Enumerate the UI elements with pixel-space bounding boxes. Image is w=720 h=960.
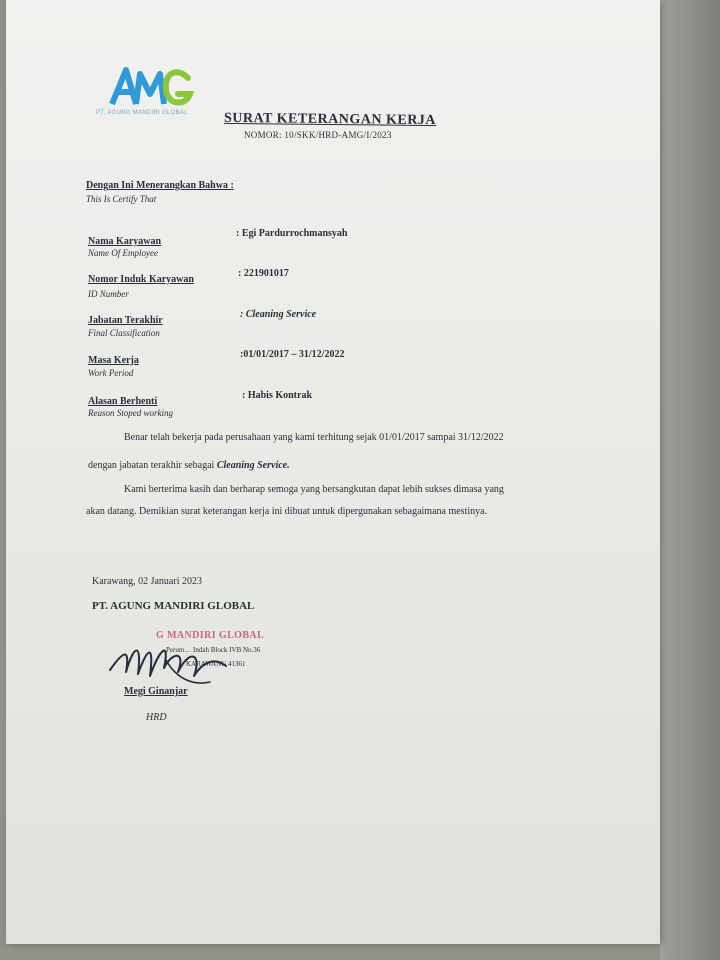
signer-role: HRD: [146, 712, 167, 723]
field-en-name: Name Of Employee: [88, 248, 158, 258]
body-text: dengan jabatan terakhir sebagai: [88, 460, 217, 471]
field-en-id: ID Number: [88, 289, 129, 299]
field-value-id: : 221901017: [238, 268, 289, 279]
intro-text: Dengan Ini Menerangkan Bahwa :: [86, 180, 234, 191]
company-name: PT. AGUNG MANDIRI GLOBAL: [92, 600, 255, 612]
stamp-company-name: G MANDIRI GLOBAL: [156, 630, 265, 641]
field-label-reason: Alasan Berhenti: [88, 396, 158, 407]
field-value-position: : Cleaning Service: [240, 309, 317, 320]
signer-name: Megi Ginanjar: [124, 686, 188, 697]
body-paragraph-2-line-2: akan datang. Demikian surat keterangan kerja ini dibuat untuk dipergunakan sebagaimana mestinya.: [86, 506, 488, 517]
field-en-reason: Reason Stoped working: [88, 408, 173, 418]
document-title: SURAT KETERANGAN KERJA: [223, 110, 437, 129]
field-label-period: Masa Kerja: [88, 355, 139, 366]
place-and-date: Karawang, 02 Januari 2023: [92, 576, 202, 587]
certificate-paper: [6, 0, 660, 944]
field-value-period: :01/01/2017 – 31/12/2022: [240, 349, 345, 360]
stamp-address: Perum… Indah Block IVB No.36: [166, 646, 261, 654]
signature-scribble: [106, 630, 236, 690]
body-paragraph-1-line-1: Benar telah bekerja pada perusahaan yang kami terhitung sejak 01/01/2017 sampai 31/12/2022: [124, 432, 504, 443]
field-label-position: Jabatan Terakhir: [88, 315, 163, 326]
body-paragraph-1-line-2: [88, 460, 290, 471]
document-number: NOMOR: 10/SKK/HRD-AMG/I/2023: [244, 130, 392, 140]
body-paragraph-2-line-1: Kami berterima kasih dan berharap semoga yang bersangkutan dapat lebih sukses dimasa yang: [124, 484, 504, 495]
service-emphasis: Cleaning Service.: [216, 460, 290, 471]
intro-translation: This Is Certify That: [86, 194, 157, 204]
field-en-period: Work Period: [88, 368, 134, 378]
logo-subtitle: PT. AGUNG MANDIRI GLOBAL: [96, 110, 188, 116]
stamp-city: KARAWANG 41361: [186, 660, 246, 668]
field-value-reason: : Habis Kontrak: [242, 390, 313, 401]
field-label-id: Nomor Induk Karyawan: [88, 274, 194, 285]
field-label-name: Nama Karyawan: [88, 236, 162, 247]
background-shadow: [660, 0, 720, 960]
field-en-position: Final Classification: [88, 328, 160, 338]
field-value-name: : Egi Pardurrochmansyah: [236, 228, 348, 239]
